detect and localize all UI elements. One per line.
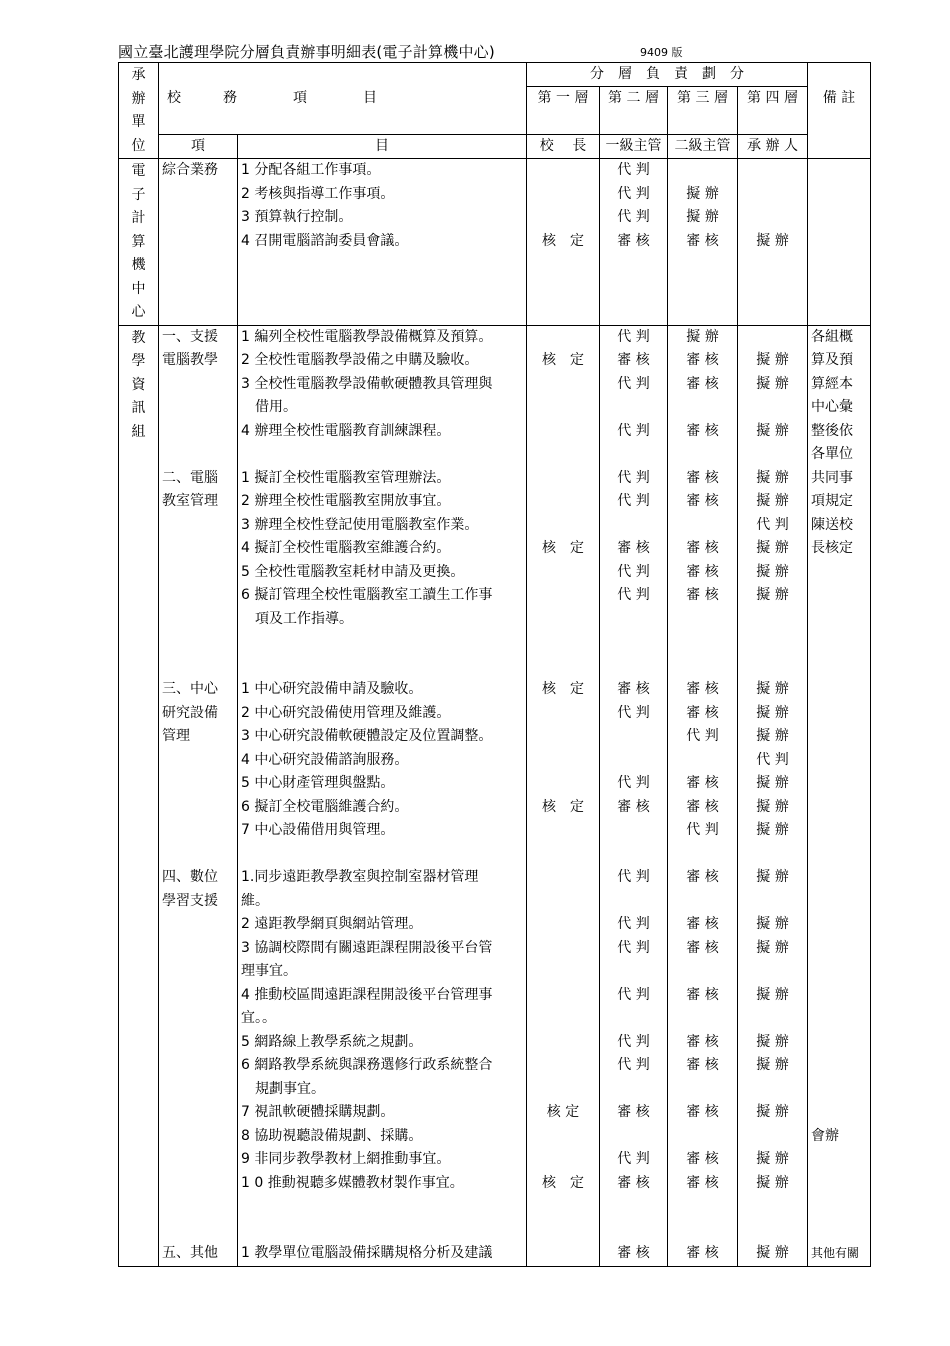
level-2-value — [600, 514, 667, 538]
level-1-value — [527, 702, 599, 726]
line-remark: 會辦 — [811, 1127, 839, 1144]
item-text: 5 中心財產管理與盤點。 — [241, 775, 395, 791]
section-remark: 各組概 算及預 算經本 中心彙 整後依 各單位 共同事 項規定 陳送校 長核定 — [811, 328, 853, 556]
level-4-value: 擬 辦 — [756, 422, 789, 439]
item-text: 7 中心設備借用與管理。 — [241, 822, 395, 838]
item-text: 理事宜。 — [241, 963, 297, 979]
level-3-value — [668, 514, 737, 538]
level-1-value — [527, 1007, 599, 1031]
level-4-value — [738, 183, 807, 207]
level-1-value — [527, 1054, 599, 1078]
level-1-column — [527, 159, 600, 326]
item-column — [238, 325, 527, 1266]
level-3-value: 審 核 — [686, 422, 719, 439]
level-2-column — [600, 159, 668, 326]
level-3-value: 審 核 — [686, 1174, 719, 1191]
level-1-value — [527, 326, 599, 350]
level-1-value: 核 定 — [542, 1174, 584, 1191]
level-3-value: 審 核 — [686, 493, 719, 509]
item-column — [238, 159, 527, 326]
level-3-value: 審 核 — [686, 986, 719, 1003]
item-text: 6 擬訂全校電腦維護合約。 — [241, 798, 409, 815]
level-3-value: 審 核 — [686, 775, 719, 791]
level-3-value: 代 判 — [686, 728, 719, 744]
level-3-value — [668, 960, 737, 984]
level-4-value: 擬 辦 — [756, 986, 789, 1003]
remark-header: 備 註 — [808, 63, 871, 159]
level-3-value: 擬 辦 — [686, 185, 719, 202]
level-3-value: 審 核 — [686, 1151, 719, 1167]
item-text: 規劃事宜。 — [255, 1080, 325, 1097]
level-1-column — [527, 325, 600, 1266]
level-3-value: 審 核 — [686, 587, 719, 603]
section-row — [119, 325, 871, 1266]
level-4-value: 擬 辦 — [756, 469, 789, 486]
level-3-value: 審 核 — [686, 704, 719, 721]
item-text — [240, 300, 526, 324]
level-4-value — [738, 631, 807, 655]
level-2-value — [600, 1125, 667, 1149]
category-label: 二、電腦 教室管理 — [162, 469, 218, 509]
item-text: 7 視訊軟硬體採購規劃。 — [241, 1104, 395, 1120]
level-4-value: 擬 辦 — [756, 1033, 789, 1050]
level-1-value: 核 定 — [542, 232, 584, 249]
level-3-value — [668, 1195, 737, 1219]
item-text: 維。 — [241, 892, 269, 909]
role-4-header: 承 辦 人 — [738, 135, 808, 159]
level-3-value — [668, 1219, 737, 1243]
level-4-value: 擬 辦 — [756, 1245, 789, 1261]
level-1-value — [527, 631, 599, 655]
level-1-value — [527, 514, 599, 538]
item-text: 3 全校性電腦教學設備軟硬體教具管理與 — [241, 375, 493, 392]
item-text — [240, 253, 526, 277]
level-3-value: 擬 辦 — [686, 209, 719, 225]
level-3-value: 審 核 — [686, 681, 719, 697]
level-4-value: 擬 辦 — [756, 563, 789, 580]
level-2-value — [600, 655, 667, 679]
level-3-value — [668, 749, 737, 773]
item-text: 2 全校性電腦教學設備之申購及驗收。 — [241, 352, 479, 368]
level-1-value — [527, 725, 599, 749]
level-2-value: 審 核 — [617, 540, 650, 556]
level-3-value: 審 核 — [686, 1104, 719, 1120]
level-1-value — [527, 561, 599, 585]
level-4-value — [738, 443, 807, 467]
level-1-value — [527, 772, 599, 796]
item-text — [240, 443, 526, 467]
item-text — [240, 631, 526, 655]
level-2-value — [600, 443, 667, 467]
level-1-value — [527, 749, 599, 773]
level-2-value: 代 判 — [617, 916, 650, 932]
level-1-value: 核 定 — [542, 798, 584, 815]
item-text: 4 擬訂全校性電腦教室維護合約。 — [241, 540, 451, 556]
item-text — [240, 843, 526, 867]
level-2-value: 代 判 — [617, 209, 650, 225]
level-3-value — [668, 443, 737, 467]
level-2-value: 代 判 — [617, 162, 650, 178]
level-2-value: 代 判 — [617, 1151, 650, 1167]
level-2-value — [600, 1195, 667, 1219]
role-2-header: 一級主管 — [600, 135, 668, 159]
level-3-value: 審 核 — [686, 1033, 719, 1050]
level-4-value — [738, 206, 807, 230]
level-4-value: 擬 辦 — [756, 1174, 789, 1191]
item-text: 4 推動校區間遠距課程開設後平台管理事 — [241, 986, 493, 1003]
level-2-value — [600, 725, 667, 749]
level-1-value — [527, 608, 599, 632]
level-4-value: 擬 辦 — [756, 798, 789, 815]
level-3-value — [668, 1078, 737, 1102]
level-2-value: 審 核 — [617, 1174, 650, 1191]
level-3-value: 審 核 — [686, 869, 719, 885]
level-2-value: 審 核 — [617, 1104, 650, 1120]
level-group-header: 分 層 負 責 劃 分 — [527, 63, 808, 87]
item-text — [240, 277, 526, 301]
level-4-value — [738, 655, 807, 679]
level-1-value — [527, 1242, 599, 1266]
level-4-column — [738, 325, 808, 1266]
level-3-value: 審 核 — [686, 232, 719, 249]
level-1-value — [527, 420, 599, 444]
level-1-value — [527, 819, 599, 843]
item-text: 項及工作指導。 — [255, 610, 353, 627]
level-1-value: 核 定 — [542, 540, 584, 556]
level-3-value: 審 核 — [686, 916, 719, 932]
item-text: 8 協助視聽設備規劃、採購。 — [241, 1127, 423, 1144]
item-text — [240, 655, 526, 679]
level-2-value: 代 判 — [617, 1033, 650, 1050]
level-4-value: 擬 辦 — [756, 681, 789, 697]
item-text: 3 協調校際間有關遠距課程開設後平台管 — [241, 939, 493, 956]
level-4-value: 擬 辦 — [756, 939, 789, 956]
level-1-value — [527, 1148, 599, 1172]
item-text: 4 召開電腦諮詢委員會議。 — [241, 232, 409, 249]
category-label: 綜合業務 — [162, 162, 218, 178]
level-3-value: 審 核 — [686, 469, 719, 486]
level-2-value — [600, 277, 667, 301]
level-3-value: 擬 辦 — [686, 328, 719, 345]
item-text: 2 遠距教學網頁與網站管理。 — [241, 916, 423, 932]
level-1-value — [527, 490, 599, 514]
level-4-value: 擬 辦 — [756, 375, 789, 392]
level-4-value — [738, 608, 807, 632]
level-2-value — [600, 396, 667, 420]
level-4-value: 擬 辦 — [756, 869, 789, 885]
level-1-value — [527, 1195, 599, 1219]
level-4-value: 擬 辦 — [756, 916, 789, 932]
level-3-value: 審 核 — [686, 939, 719, 956]
level-1-value — [527, 300, 599, 324]
level-3-header: 第 三 層 — [668, 87, 738, 135]
level-1-value — [527, 1031, 599, 1055]
unit-name: 教 學 資 訊 組 — [119, 325, 159, 1266]
level-2-value: 審 核 — [617, 232, 650, 249]
category-label: 一、支援 電腦教學 — [162, 328, 218, 368]
level-2-value — [600, 1219, 667, 1243]
remark-column — [808, 159, 871, 326]
level-3-value — [668, 300, 737, 324]
level-4-value: 擬 辦 — [756, 1104, 789, 1120]
line-remark: 其他有關 — [811, 1246, 860, 1260]
item-text: 3 辦理全校性登記使用電腦教室作業。 — [241, 516, 479, 533]
level-4-value — [738, 1125, 807, 1149]
level-2-value: 代 判 — [617, 775, 650, 791]
level-4-value: 擬 辦 — [756, 775, 789, 791]
item-text: 1.同步遠距教學教室與控制室器材管理 — [241, 869, 479, 885]
school-affairs-header: 校 務 項 目 — [159, 63, 527, 135]
level-2-value — [600, 608, 667, 632]
level-1-value — [527, 913, 599, 937]
level-3-value — [668, 253, 737, 277]
level-3-value — [668, 1007, 737, 1031]
level-4-value: 擬 辦 — [756, 1057, 789, 1073]
level-4-value: 代 判 — [756, 751, 789, 768]
level-2-value — [600, 749, 667, 773]
level-1-value — [527, 655, 599, 679]
level-2-value: 代 判 — [617, 869, 650, 885]
level-2-value — [600, 960, 667, 984]
version-label: 9409 版 — [640, 46, 683, 59]
level-2-value — [600, 253, 667, 277]
level-3-value: 審 核 — [686, 375, 719, 392]
level-4-value: 代 判 — [756, 516, 789, 533]
level-4-value — [738, 326, 807, 350]
level-1-value — [527, 843, 599, 867]
level-3-value — [668, 631, 737, 655]
level-2-value: 代 判 — [617, 493, 650, 509]
item-text: 1 教學單位電腦設備採購規格分析及建議 — [241, 1245, 493, 1261]
level-4-value: 擬 辦 — [756, 587, 789, 603]
level-2-value: 審 核 — [617, 1245, 650, 1261]
item-text: 9 非同步教學教材上網推動事宜。 — [241, 1151, 451, 1167]
item-text: 借用。 — [255, 399, 297, 415]
level-4-value: 擬 辦 — [756, 232, 789, 249]
item-text: 宜。。 — [241, 1010, 276, 1026]
level-2-value: 代 判 — [617, 1057, 650, 1073]
item-text: 1 編列全校性電腦教學設備概算及預算。 — [241, 328, 493, 345]
item-text: 2 辦理全校性電腦教室開放事宜。 — [241, 493, 451, 509]
level-1-value — [527, 937, 599, 961]
level-2-value: 審 核 — [617, 798, 650, 815]
level-4-header: 第 四 層 — [738, 87, 808, 135]
level-4-value — [738, 300, 807, 324]
level-1-value — [527, 443, 599, 467]
level-3-value — [668, 277, 737, 301]
level-2-value: 審 核 — [617, 681, 650, 697]
level-4-value: 擬 辦 — [756, 352, 789, 368]
level-1-value — [527, 159, 599, 183]
item-text — [240, 1219, 526, 1243]
level-1-value: 核 定 — [542, 681, 584, 697]
level-4-value — [738, 1078, 807, 1102]
level-4-value: 擬 辦 — [756, 704, 789, 721]
level-4-value — [738, 890, 807, 914]
level-4-value — [738, 159, 807, 183]
item-text: 2 考核與指導工作事項。 — [241, 185, 395, 202]
level-3-value — [668, 843, 737, 867]
item-text: 3 預算執行控制。 — [241, 209, 353, 225]
level-2-value: 代 判 — [617, 328, 650, 345]
level-4-value — [738, 396, 807, 420]
item-text: 3 中心研究設備軟硬體設定及位置調整。 — [241, 728, 493, 744]
section-row — [119, 159, 871, 326]
level-2-value: 代 判 — [617, 939, 650, 956]
category-label: 三、中心 研究設備 管理 — [162, 681, 218, 744]
level-2-value — [600, 1007, 667, 1031]
level-2-value: 審 核 — [617, 352, 650, 368]
category-column — [159, 325, 238, 1266]
level-3-value — [668, 396, 737, 420]
item-text: 1 擬訂全校性電腦教室管理辦法。 — [241, 469, 451, 486]
role-3-header: 二級主管 — [668, 135, 738, 159]
level-4-value — [738, 277, 807, 301]
level-1-value — [527, 253, 599, 277]
responsibility-table — [118, 62, 871, 1267]
level-1-value: 核 定 — [546, 1104, 580, 1120]
level-1-value — [527, 396, 599, 420]
level-3-value: 審 核 — [686, 352, 719, 368]
level-1-value — [527, 584, 599, 608]
level-2-value: 代 判 — [617, 704, 650, 721]
level-1-value — [527, 183, 599, 207]
level-1-value: 核 定 — [542, 352, 584, 368]
level-2-value — [600, 843, 667, 867]
item-text: 4 辦理全校性電腦教育訓練課程。 — [241, 422, 451, 439]
level-4-value: 擬 辦 — [756, 1151, 789, 1167]
level-2-column — [600, 325, 668, 1266]
level-1-value — [527, 467, 599, 491]
level-4-value — [738, 1007, 807, 1031]
level-4-value: 擬 辦 — [756, 493, 789, 509]
sub-item-header: 項 — [159, 135, 238, 159]
level-3-value — [668, 1125, 737, 1149]
item-text — [240, 1195, 526, 1219]
level-1-value — [527, 960, 599, 984]
level-1-value — [527, 890, 599, 914]
unit-column-header: 承 辦 單 位 — [119, 63, 159, 159]
level-1-value — [527, 277, 599, 301]
level-4-value — [738, 843, 807, 867]
level-1-value — [527, 373, 599, 397]
level-4-value — [738, 1219, 807, 1243]
level-2-value: 代 判 — [617, 185, 650, 202]
level-4-value: 擬 辦 — [756, 540, 789, 556]
level-3-value: 審 核 — [686, 1245, 719, 1261]
level-3-column — [668, 325, 738, 1266]
level-1-header: 第 一 層 — [527, 87, 600, 135]
level-4-value: 擬 辦 — [756, 728, 789, 744]
item-text: 2 中心研究設備使用管理及維護。 — [241, 704, 451, 721]
level-3-column — [668, 159, 738, 326]
level-3-value — [668, 608, 737, 632]
level-1-value — [527, 984, 599, 1008]
level-2-header: 第 二 層 — [600, 87, 668, 135]
level-4-value — [738, 1195, 807, 1219]
item-text: 5 網路線上教學系統之規劃。 — [241, 1033, 423, 1050]
category-label: 五、其他 — [162, 1245, 218, 1261]
item-text: 6 網路教學系統與課務選修行政系統整合 — [241, 1057, 493, 1073]
level-3-value: 審 核 — [686, 1057, 719, 1073]
level-4-value: 擬 辦 — [756, 822, 789, 838]
level-4-value — [738, 253, 807, 277]
level-2-value: 代 判 — [617, 375, 650, 392]
item-text: 5 全校性電腦教室耗材申請及更換。 — [241, 563, 465, 580]
level-1-value — [527, 206, 599, 230]
level-3-value: 審 核 — [686, 563, 719, 580]
level-2-value — [600, 1078, 667, 1102]
item-text: 6 擬訂管理全校性電腦教室工讀生工作事 — [241, 587, 493, 603]
level-3-value: 審 核 — [686, 798, 719, 815]
level-3-value — [668, 655, 737, 679]
item-text: 1 分配各組工作事項。 — [241, 162, 381, 178]
role-1-header: 校 長 — [527, 135, 600, 159]
level-3-value: 審 核 — [686, 540, 719, 556]
level-1-value — [527, 866, 599, 890]
level-1-value — [527, 1125, 599, 1149]
level-2-value — [600, 631, 667, 655]
level-1-value — [527, 1219, 599, 1243]
level-3-value: 代 判 — [686, 822, 719, 838]
item-text: 4 中心研究設備諮詢服務。 — [241, 751, 409, 768]
unit-name: 電 子 計 算 機 中 心 — [119, 159, 159, 326]
category-column — [159, 159, 238, 326]
category-label: 四、數位 學習支援 — [162, 869, 218, 909]
page-title: 國立臺北護理學院分層負責辦事明細表(電子計算機中心) — [118, 43, 495, 61]
level-2-value: 代 判 — [617, 469, 650, 486]
level-3-value — [668, 890, 737, 914]
level-2-value: 代 判 — [617, 563, 650, 580]
level-2-value: 代 判 — [617, 986, 650, 1003]
sub-detail-header: 目 — [238, 135, 527, 159]
level-4-value — [738, 960, 807, 984]
level-1-value — [527, 1078, 599, 1102]
level-4-column — [738, 159, 808, 326]
level-2-value — [600, 890, 667, 914]
level-2-value — [600, 819, 667, 843]
item-text: 1 中心研究設備申請及驗收。 — [241, 681, 423, 697]
item-text: 1 0 推動視聽多媒體教材製作事宜。 — [241, 1174, 464, 1191]
level-2-value: 代 判 — [617, 587, 650, 603]
level-2-value — [600, 300, 667, 324]
level-3-value — [668, 159, 737, 183]
level-2-value: 代 判 — [617, 422, 650, 439]
remark-column — [808, 325, 871, 1266]
